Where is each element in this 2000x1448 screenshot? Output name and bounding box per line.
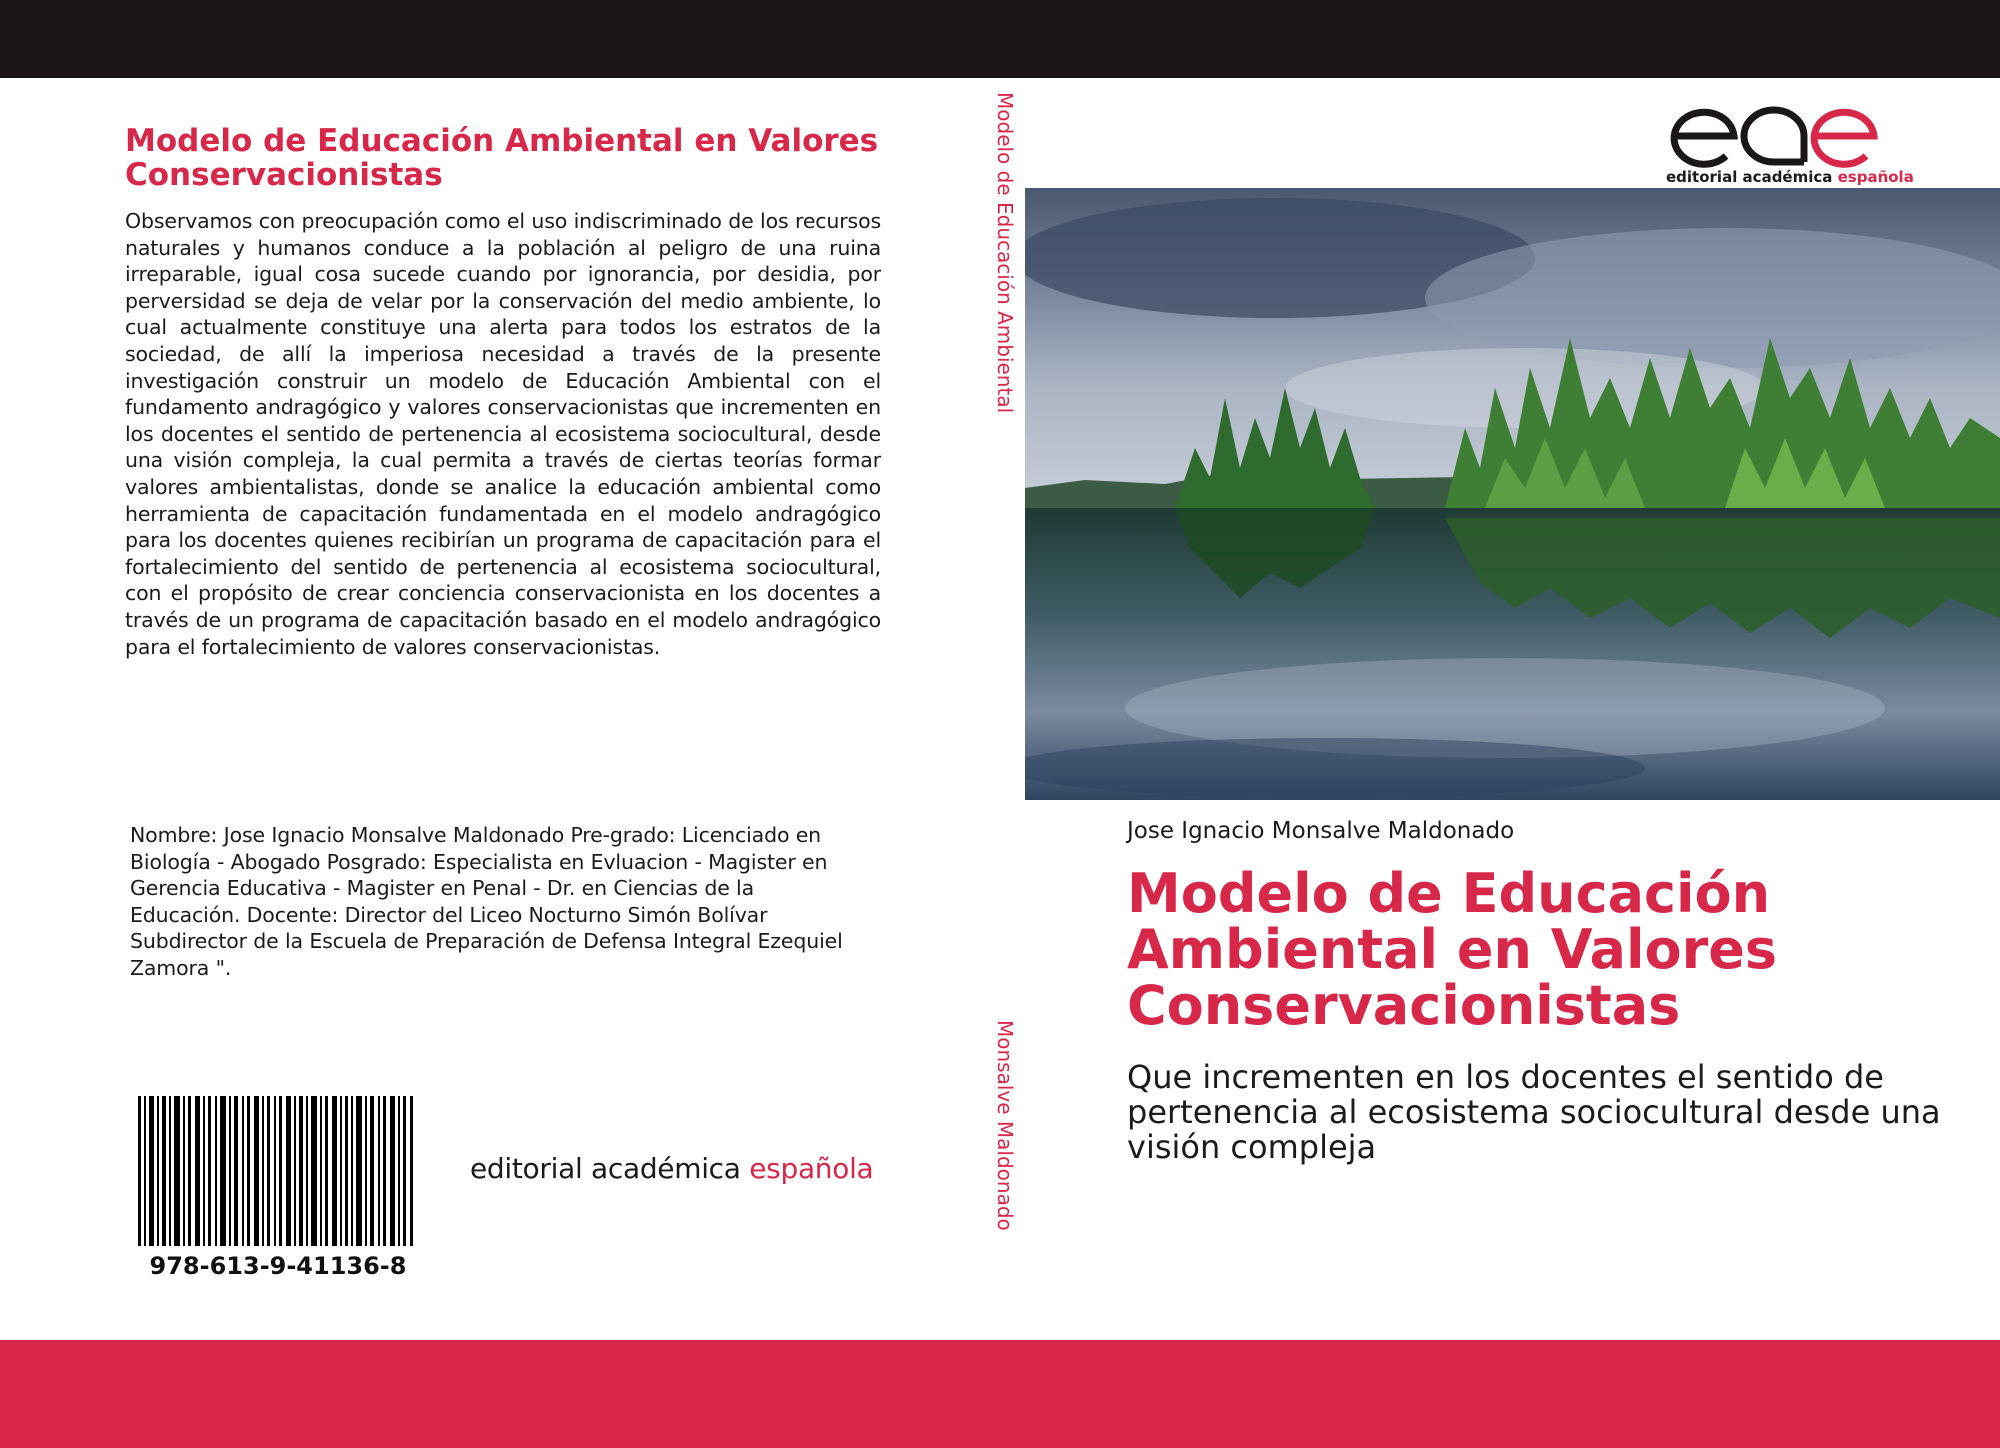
logo-caption — [1666, 168, 1914, 186]
spine-author: Monsalve Maldonado — [993, 1020, 1017, 1231]
lake-forest-landscape-image — [1025, 188, 2000, 800]
isbn-number: 978-613-9-41136-8 — [149, 1252, 407, 1280]
spine-title: Modelo de Educación Ambiental — [993, 92, 1017, 414]
back-cover-title: Modelo de Educación Ambiental en Valores Conservacionistas — [125, 123, 879, 193]
front-cover-subtitle: Que incrementen en los docentes el sentido de pertenencia al ecosistema sociocultural desde una visión compleja — [1127, 1058, 1941, 1166]
back-publisher-accent: española — [749, 1152, 874, 1185]
author-bio: Nombre: Jose Ignacio Monsalve Maldonado Pre-grado: Licenciado en Biología - Abogado Posgrado: Especialista en Evluacion - Magister en Gerencia Educativa - Magister en Penal - Dr. en Ciencias de la Educación. Docente: Director del Liceo Nocturno Simón Bolívar Subdirector de la Escuela de Preparación de Defensa Integral Ezequiel Zamora ". — [130, 823, 843, 980]
logo-caption-accent: española — [1837, 168, 1914, 186]
front-author-name: Jose Ignacio Monsalve Maldonado — [1127, 818, 1515, 844]
back-publisher-name — [470, 1152, 873, 1185]
barcode — [138, 1096, 416, 1246]
bottom-band — [0, 1340, 2000, 1448]
back-publisher-main: editorial académica — [470, 1152, 750, 1185]
logo-caption-main: editorial académica — [1666, 168, 1838, 186]
back-cover-blurb: Observamos con preocupación como el uso indiscriminado de los recursos naturales y humanos conduce a la población al peligro de una ruina irreparable, igual cosa sucede cuando por ignorancia, por desidia, por perversidad se deja de velar por la conservación del medio ambiente, lo cual actualmente constituye una alerta para todos los estratos de la sociedad, de allí la imperiosa necesidad a través de la presente investigación construir un modelo de Educación Ambiental con el fundamento andragógico y valores conservacionistas que incrementen en los docentes el sentido de pertenencia al ecosistema sociocultural, desde una visión compleja, la cual permita a través de ciertas teorías formar valores ambientalistas, donde se analice la educación ambiental como herramienta de capacitación fundamentada en el modelo andragógico para los docentes quienes recibirían un programa de capacitación para el fortalecimiento del sentido de pertenencia al ecosistema sociocultural, con el propósito de crear conciencia conservacionista en los docentes a través de un programa de capacitación basado en el modelo andragógico para el fortalecimiento de valores conservacionistas. — [125, 209, 881, 659]
top-band — [0, 0, 2000, 78]
front-cover-title: Modelo de Educación Ambiental en Valores Conservacionistas — [1127, 862, 1778, 1037]
